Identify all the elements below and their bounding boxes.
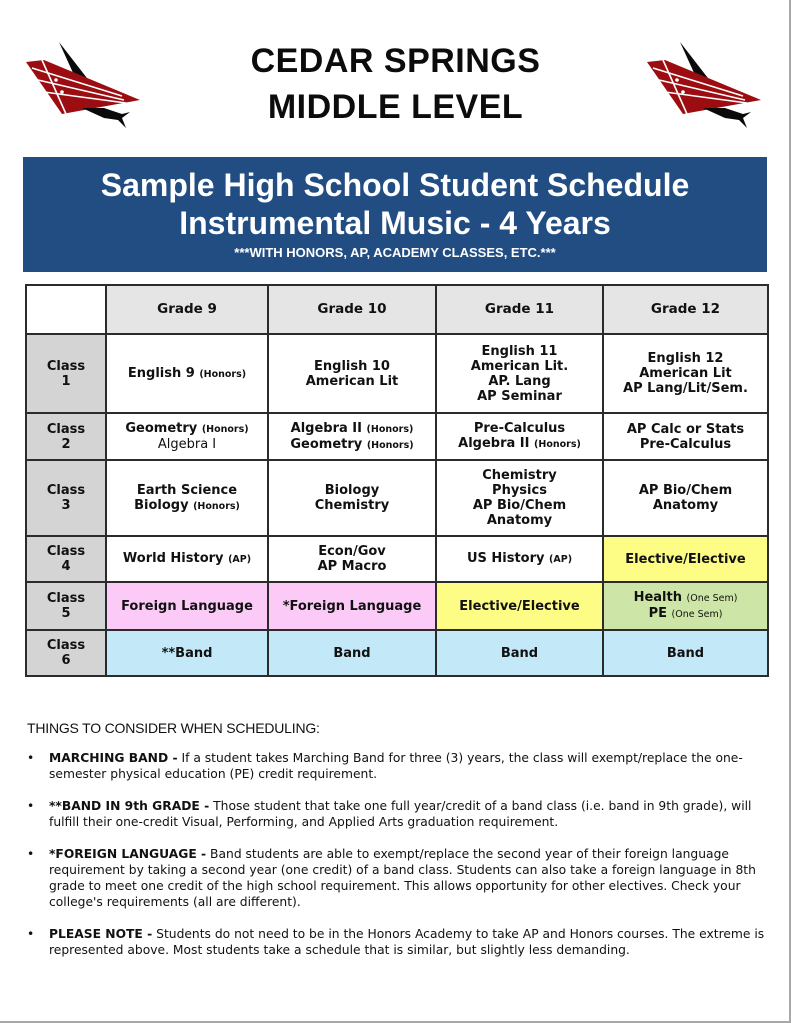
table-row-class-3: [26, 460, 768, 536]
row-header-class-6: [26, 630, 106, 676]
row-label: Class: [46, 591, 86, 606]
note-item-marching-band: [27, 750, 767, 782]
cell-class6-grade12: [603, 630, 768, 676]
column-header-grade-9: Grade 9: [106, 285, 268, 334]
note-heading: *FOREIGN LANGUAGE -: [49, 847, 207, 861]
cell-class2-grade12: [603, 413, 768, 460]
note-text: If a student takes Marching Band for three (3) years, the class will exempt/replace the one-semester physical education (PE) credit requirement.: [49, 751, 743, 781]
row-header-class-4: [26, 536, 106, 582]
course-name: AP Bio/Chem: [638, 483, 733, 498]
row-number: 2: [61, 436, 71, 452]
cell-class3-grade9: [106, 460, 268, 536]
course-name: US History: [466, 551, 545, 566]
note-item-foreign-language: [27, 846, 767, 910]
row-number: 3: [61, 498, 71, 513]
row-number: 4: [61, 559, 71, 574]
cell-class3-grade12: [603, 460, 768, 536]
table-row-class-2: [26, 413, 768, 460]
bullet-icon: •: [27, 799, 35, 813]
school-name: [180, 38, 611, 130]
row-label: Class: [46, 483, 86, 498]
course-name: Biology: [134, 497, 189, 513]
note-heading: **BAND IN 9th GRADE -: [49, 799, 210, 813]
cell-class6-grade10: [268, 630, 436, 676]
course-note: (Honors): [193, 500, 240, 512]
course-name: English 10: [314, 358, 390, 374]
row-label: Class: [46, 544, 86, 559]
hawk-logo-icon: [22, 40, 146, 132]
course-name: AP. Lang: [488, 373, 551, 389]
course-name: Elective/Elective: [459, 598, 580, 614]
row-header-class-3: [26, 460, 106, 536]
cell-class5-grade10: [268, 582, 436, 630]
course-name: Pre-Calculus: [473, 421, 566, 436]
cell-class1-grade11: [436, 334, 603, 413]
course-note: (Honors): [199, 368, 247, 380]
course-name: Anatomy: [652, 498, 719, 513]
cell-class2-grade10: [268, 413, 436, 460]
course-name: PE: [648, 606, 667, 621]
cell-class1-grade12: [603, 334, 768, 413]
course-name: *Foreign Language: [282, 598, 422, 614]
course-name: American Lit: [305, 373, 399, 389]
course-name: Algebra I: [157, 437, 217, 452]
column-header-grade-12: Grade 12: [603, 285, 768, 334]
note-heading: PLEASE NOTE -: [49, 927, 153, 941]
cell-class5-grade12: [603, 582, 768, 630]
cell-class4-grade12: [603, 536, 768, 582]
cell-class4-grade9: [106, 536, 268, 582]
course-name: Chemistry: [482, 468, 557, 483]
course-note: (Honors): [366, 423, 414, 435]
table-row-class-1: [26, 334, 768, 413]
course-name: AP Calc or Stats: [626, 421, 745, 437]
cell-class1-grade9: [106, 334, 268, 413]
row-number: 1: [61, 373, 71, 389]
school-name-line2: MIDDLE LEVEL: [267, 88, 524, 126]
note-text: Students do not need to be in the Honors Academy to take AP and Honors courses. The extreme is represented above. Most students take a schedule that is similar, but slightly less demanding.: [49, 927, 765, 957]
course-note: (Honors): [366, 439, 414, 451]
cell-class6-grade9: [106, 630, 268, 676]
cell-class2-grade11: [436, 413, 603, 460]
notes-title: THINGS TO CONSIDER WHEN SCHEDULING:: [27, 720, 320, 736]
course-name: English 11: [481, 343, 558, 359]
course-name: Health: [633, 590, 682, 605]
hawk-logo-icon: [643, 40, 767, 132]
row-number: 5: [61, 606, 71, 621]
course-name: Band: [666, 645, 705, 661]
course-name: Algebra II: [290, 420, 362, 436]
course-name: Physics: [492, 483, 547, 498]
note-item-band-9th-grade: [27, 798, 767, 830]
note-text: Band students are able to exempt/replace the second year of their foreign language requirement by taking a second year (one credit) of a band class. Students can also take a foreign language in 8th grade to meet one credit of the high school requirement. This allows opportunity for other electives. Check your college's requirements (all are different).: [49, 847, 756, 909]
schedule-table: [25, 284, 769, 677]
row-header-class-5: [26, 582, 106, 630]
bullet-icon: •: [27, 751, 35, 765]
course-name: Econ/Gov: [318, 544, 386, 559]
course-name: Band: [333, 645, 371, 661]
course-note: (Honors): [201, 424, 249, 435]
course-name: English 12: [647, 351, 724, 366]
cell-class5-grade9: [106, 582, 268, 630]
course-note: (AP): [549, 554, 573, 565]
course-note: (One Sem): [671, 609, 723, 620]
course-name: AP Seminar: [477, 388, 562, 404]
cell-class2-grade9: [106, 413, 268, 460]
course-name: Anatomy: [486, 513, 553, 528]
course-name: AP Bio/Chem: [472, 498, 567, 513]
table-row-class-5: [26, 582, 768, 630]
cell-class3-grade10: [268, 460, 436, 536]
course-name: Geometry: [125, 421, 198, 436]
banner-subtitle: ***WITH HONORS, AP, ACADEMY CLASSES, ETC.***: [234, 245, 556, 260]
course-name: English 9: [127, 365, 195, 381]
table-row-class-6: [26, 630, 768, 676]
note-item-please-note: [27, 926, 767, 958]
banner-title-line1: Sample High School Student Schedule: [100, 167, 690, 203]
course-name: Foreign Language: [121, 598, 253, 614]
header-row: [26, 285, 768, 334]
note-heading: MARCHING BAND -: [49, 751, 178, 765]
course-name: American Lit: [639, 366, 732, 381]
bullet-icon: •: [27, 847, 35, 861]
course-name: Geometry: [290, 436, 363, 452]
cell-class6-grade11: [436, 630, 603, 676]
course-name: AP Macro: [317, 559, 387, 574]
course-name: **Band: [161, 645, 213, 661]
column-header-grade-10: Grade 10: [268, 285, 436, 334]
row-number: 6: [61, 653, 71, 668]
course-name: World History: [122, 551, 224, 566]
banner-title-line2: Instrumental Music - 4 Years: [179, 205, 611, 241]
row-header-class-1: [26, 334, 106, 413]
course-name: Pre-Calculus: [639, 436, 732, 452]
cell-class5-grade11: [436, 582, 603, 630]
row-label: Class: [46, 421, 86, 437]
course-name: American Lit.: [470, 358, 569, 374]
bullet-icon: •: [27, 927, 35, 941]
course-name: Biology: [324, 483, 380, 498]
course-name: Algebra II: [458, 436, 530, 451]
row-label: Class: [46, 638, 86, 653]
course-name: Elective/Elective: [625, 551, 746, 567]
course-note: (AP): [228, 554, 252, 565]
table-row-class-4: [26, 536, 768, 582]
note-text: Those student that take one full year/credit of a band class (i.e. band in 9th grade), will fulfill their one-credit Visual, Performing, and Applied Arts graduation requirement.: [49, 799, 752, 829]
cell-class4-grade10: [268, 536, 436, 582]
course-name: Chemistry: [314, 498, 390, 513]
course-name: Earth Science: [136, 482, 238, 498]
school-name-line1: CEDAR SPRINGS: [250, 42, 541, 80]
course-name: Band: [500, 645, 539, 661]
course-note: (One Sem): [686, 593, 738, 604]
row-header-class-2: [26, 413, 106, 460]
course-name: AP Lang/Lit/Sem.: [623, 381, 748, 396]
corner-cell: [26, 285, 106, 334]
cell-class4-grade11: [436, 536, 603, 582]
title-banner: [23, 157, 767, 272]
scheduling-notes: [27, 720, 767, 974]
course-note: (Honors): [534, 439, 581, 450]
row-label: Class: [46, 358, 86, 374]
cell-class1-grade10: [268, 334, 436, 413]
cell-class3-grade11: [436, 460, 603, 536]
column-header-grade-11: Grade 11: [436, 285, 603, 334]
